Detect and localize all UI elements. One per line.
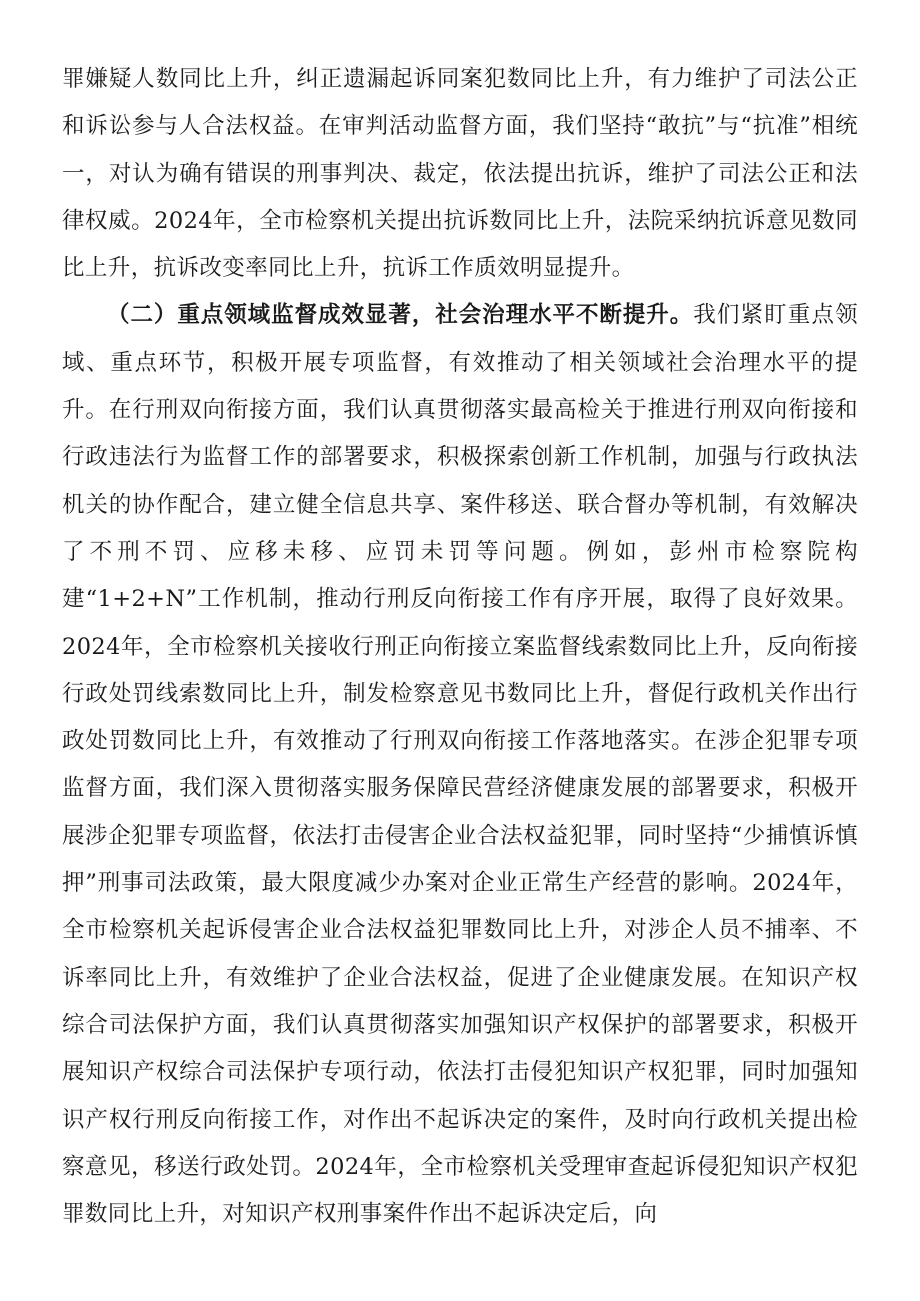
document-page [62,56,858,1238]
section-heading: （二）重点领域监督成效显著，社会治理水平不断提升。 [107,302,694,329]
paragraph-continuation [62,56,858,292]
paragraph-text: 我们紧盯重点领域、重点环节，积极开展专项监督，有效推动了相关领域社会治理水平的提升。在行刑双向衔接方面，我们认真贯彻落实最高检关于推进行刑双向衔接和行政违法行为监督工作的部署要求，积极探索创新工作机制，加强与行政执法机关的协作配合，建立健全信息共享、案件移送、联合督办等机制，有效解决了不刑不罚、应移未移、应罚未罚等问题。例如，彭州市检察院构建“1+2+N”工作机制，推动行刑反向衔接工作有序开展，取得了良好效果。2024年，全市检察机关接收行刑正向衔接立案监督线索数同比上升，反向衔接行政处罚线索数同比上升，制发检察意见书数同比上升，督促行政机关作出行政处罚数同比上升，有效推动了行刑双向衔接工作落地落实。在涉企犯罪专项监督方面，我们深入贯彻落实服务保障民营经济健康发展的部署要求，积极开展涉企犯罪专项监督，依法打击侵害企业合法权益犯罪，同时坚持“少捕慎诉慎押”刑事司法政策，最大限度减少办案对企业正常生产经营的影响。2024年，全市检察机关起诉侵害企业合法权益犯罪数同比上升，对涉企人员不捕率、不诉率同比上升，有效维护了企业合法权益，促进了企业健康发展。在知识产权综合司法保护方面，我们认真贯彻落实加强知识产权保护的部署要求，积极开展知识产权综合司法保护专项行动，依法打击侵犯知识产权犯罪，同时加强知识产权行刑反向衔接工作，对作出不起诉决定的案件，及时向行政机关提出检察意见，移送行政处罚。2024年，全市检察机关受理审查起诉侵犯知识产权犯罪数同比上升，对知识产权刑事案件作出不起诉决定后，向 [62,302,858,1228]
paragraph-section-two [62,292,858,1238]
paragraph-text: 罪嫌疑人数同比上升，纠正遗漏起诉同案犯数同比上升，有力维护了司法公正和诉讼参与人合法权益。在审判活动监督方面，我们坚持“敢抗”与“抗准”相统一，对认为确有错误的刑事判决、裁定，依法提出抗诉，维护了司法公正和法律权威。2024年，全市检察机关提出抗诉数同比上升，法院采纳抗诉意见数同比上升，抗诉改变率同比上升，抗诉工作质效明显提升。 [62,66,858,282]
